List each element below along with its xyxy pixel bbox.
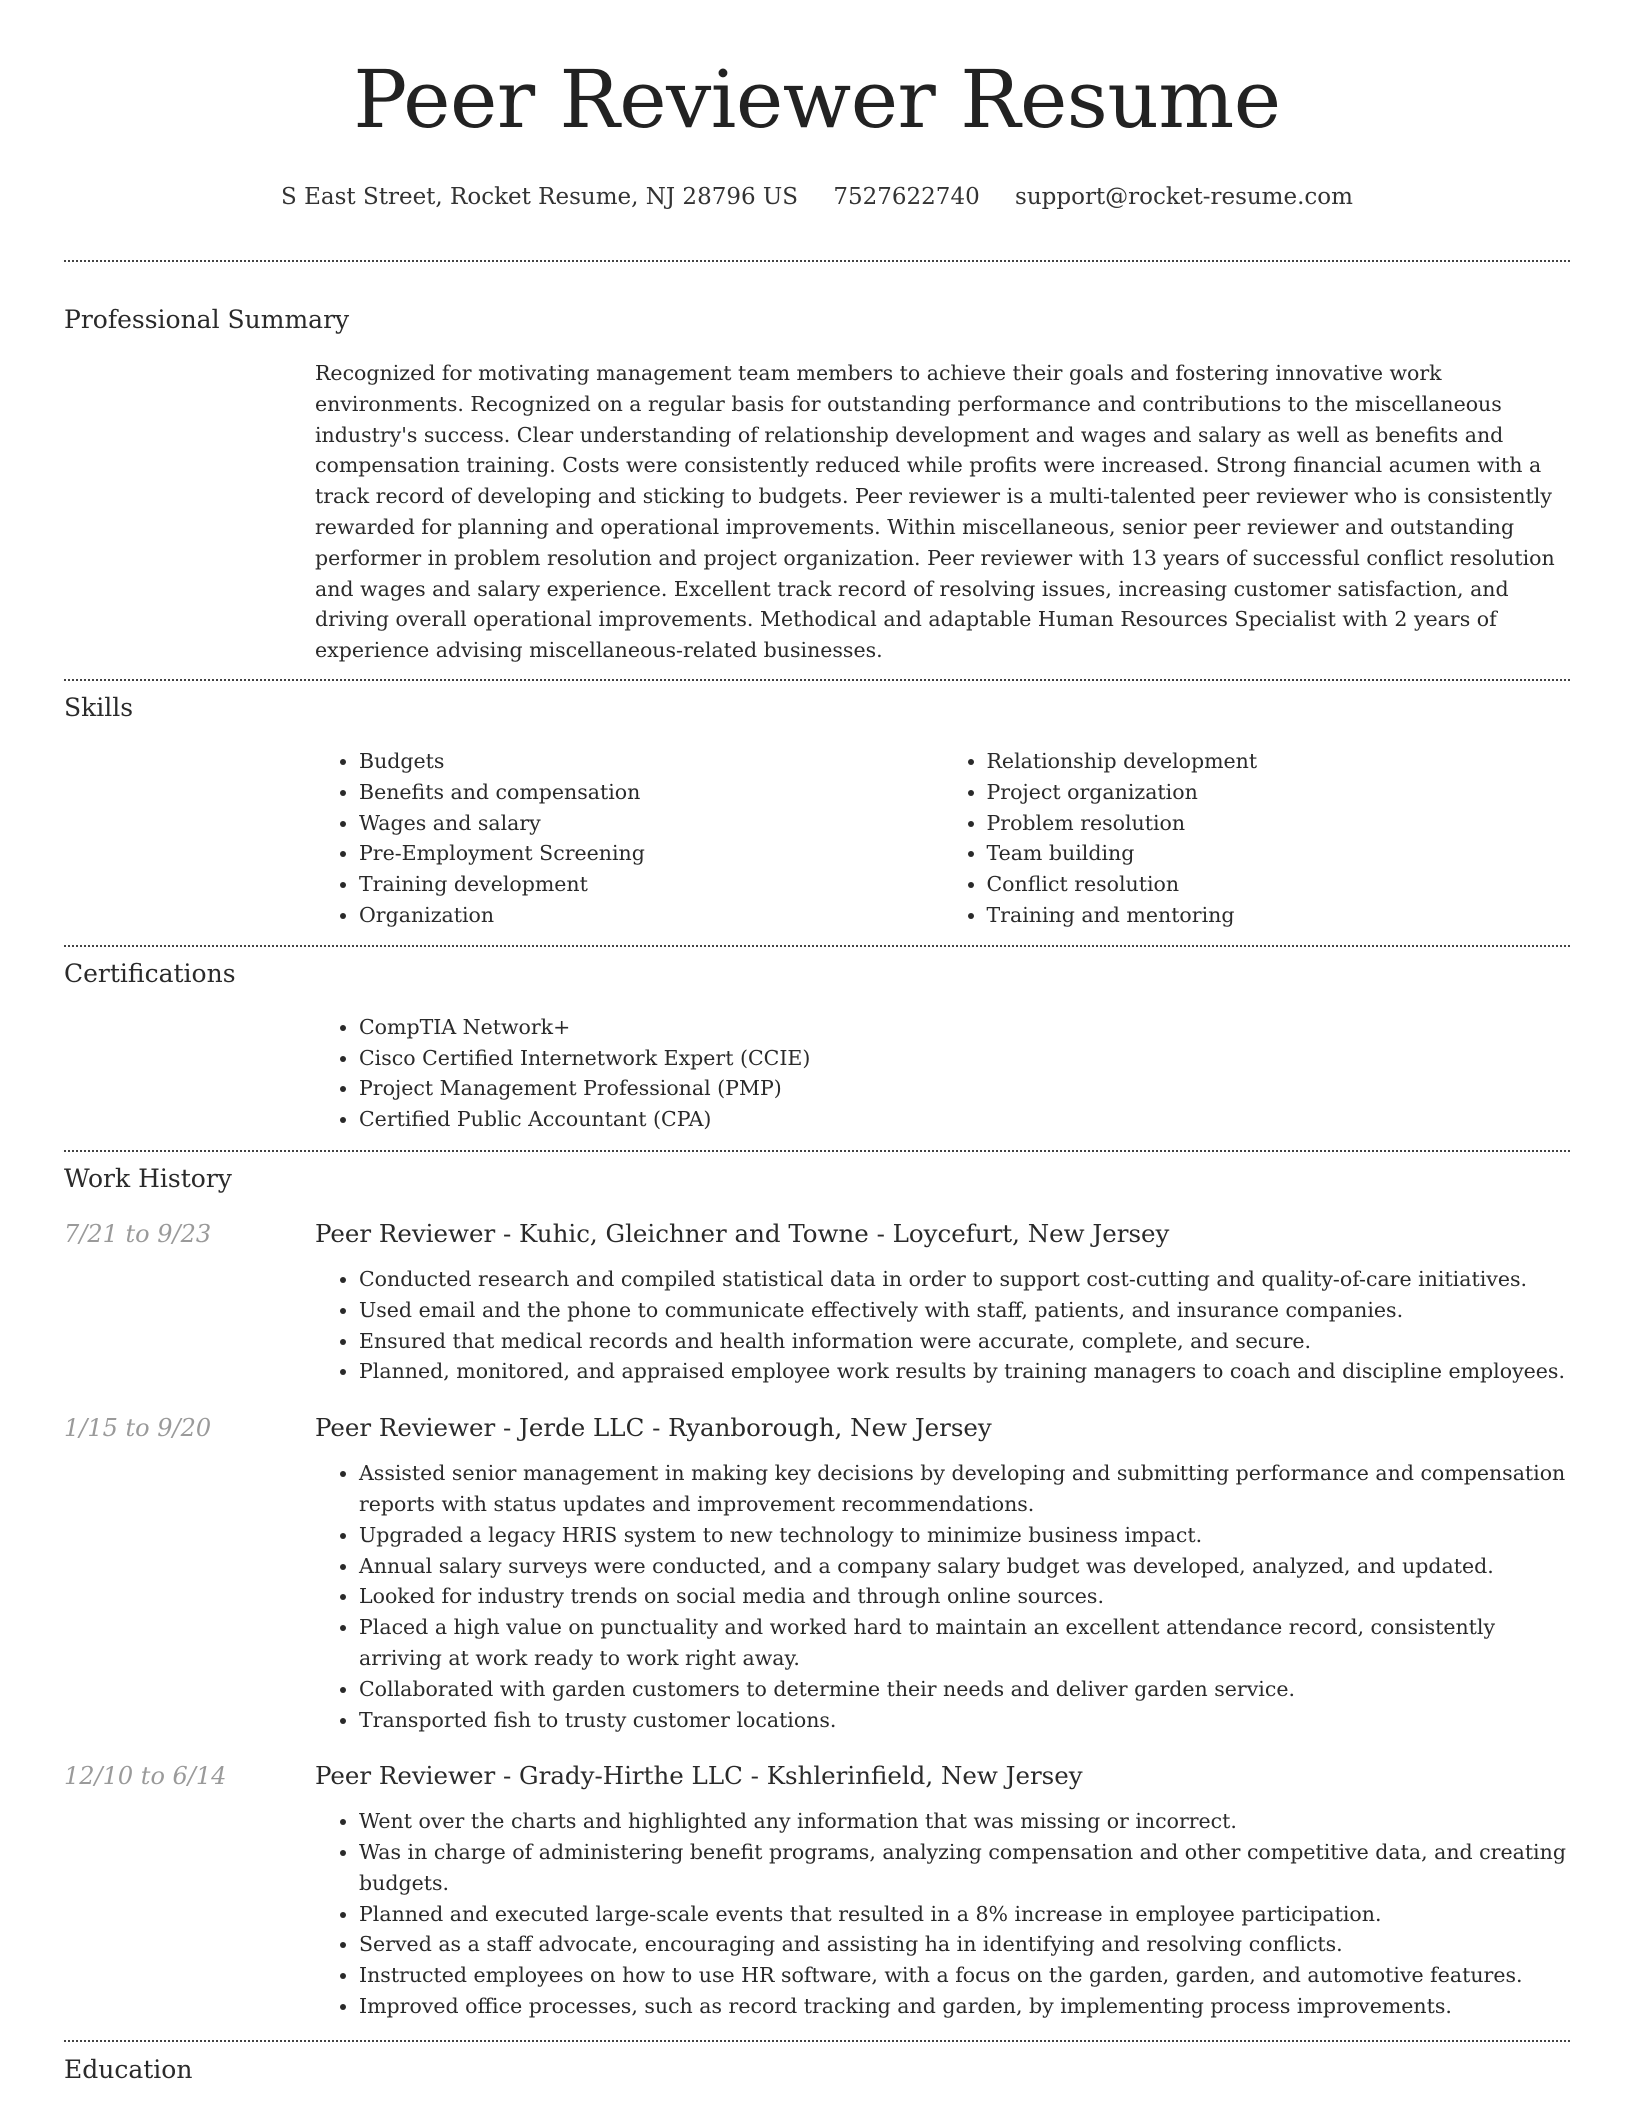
job-bullet: • Transported fish to trusty customer locations. xyxy=(359,1705,1570,1736)
job-bullet: • Assisted senior management in making key decisions by developing and submitting performance and compensation reports with status updates and improvement recommendations. xyxy=(359,1458,1570,1520)
job-header xyxy=(64,1413,1570,1442)
job-bullet: • Collaborated with garden customers to determine their needs and deliver garden service. xyxy=(359,1674,1570,1705)
certifications-content xyxy=(315,1012,1570,1135)
job-title: Peer Reviewer - Grady-Hirthe LLC - Kshlerinfield, New Jersey xyxy=(315,1761,1083,1791)
job-bullet: • Improved office processes, such as record tracking and garden, by implementing process improvements. xyxy=(359,1991,1570,2022)
job-bullet: • Went over the charts and highlighted any information that was missing or incorrect. xyxy=(359,1806,1570,1837)
resume-page xyxy=(64,0,1570,2086)
job-dates: 7/21 to 9/23 xyxy=(64,1219,212,1248)
job-bullet: • Conducted research and compiled statistical data in order to support cost-cutting and quality-of-care initiatives. xyxy=(359,1264,1570,1295)
job-bullet: • Used email and the phone to communicate effectively with staff, patients, and insurance companies. xyxy=(359,1295,1570,1326)
skill-item: • Team building xyxy=(987,838,1571,869)
divider xyxy=(64,1150,1570,1152)
job-bullets xyxy=(315,1806,1570,2022)
job-bullet: • Was in charge of administering benefit programs, analyzing compensation and other competitive data, and creating budgets. xyxy=(359,1837,1570,1899)
skill-item: • Pre-Employment Screening xyxy=(359,838,943,869)
skill-item: • Training and mentoring xyxy=(987,900,1571,931)
contact-address: S East Street, Rocket Resume, NJ 28796 US xyxy=(281,184,799,210)
job-entry xyxy=(64,1761,1570,2022)
summary-content xyxy=(315,358,1570,666)
summary-text: Recognized for motivating management team members to achieve their goals and fostering innovative work environments. Recognized on a regular basis for outstanding performance and contributions to the miscellaneous industry's success. Clear understanding of relationship development and wages and salary as well as benefits and compensation training. Costs were consistently reduced while profits were increased. Strong financial acumen with a track record of developing and sticking to budgets. Peer reviewer is a multi-talented peer reviewer who is consistently rewarded for planning and operational improvements. Within miscellaneous, senior peer reviewer and outstanding performer in problem resolution and project organization. Peer reviewer with 13 years of successful conflict resolution and wages and salary experience. Excellent track record of resolving issues, increasing customer satisfaction, and driving overall operational improvements. Methodical and adaptable Human Resources Specialist with 2 years of experience advising miscellaneous-related businesses. xyxy=(315,361,1555,663)
job-bullet: • Annual salary surveys were conducted, and a company salary budget was developed, analyzed, and updated. xyxy=(359,1551,1570,1582)
certifications-list xyxy=(315,1012,1570,1135)
contact-email[interactable]: support@rocket-resume.com xyxy=(1015,184,1353,210)
section-heading-summary: Professional Summary xyxy=(64,305,350,334)
skill-item: • Wages and salary xyxy=(359,808,943,839)
job-bullet: • Ensured that medical records and health information were accurate, complete, and secure. xyxy=(359,1326,1570,1357)
job-bullet: • Served as a staff advocate, encouraging and assisting ha in identifying and resolving conflicts. xyxy=(359,1929,1570,1960)
job-dates: 1/15 to 9/20 xyxy=(64,1414,212,1443)
job-bullet: • Placed a high value on punctuality and worked hard to maintain an excellent attendance record, consistently arriving at work ready to work right away. xyxy=(359,1612,1570,1674)
section-heading-education: Education xyxy=(64,2054,193,2084)
divider xyxy=(64,679,1570,681)
certification-item: • CompTIA Network+ xyxy=(359,1012,1570,1043)
divider xyxy=(64,260,1570,262)
job-title: Peer Reviewer - Jerde LLC - Ryanborough, New Jersey xyxy=(315,1413,992,1443)
skill-item: • Conflict resolution xyxy=(987,869,1571,900)
certification-item: • Cisco Certified Internetwork Expert (CCIE) xyxy=(359,1043,1570,1074)
skill-item: • Training development xyxy=(359,869,943,900)
job-entry xyxy=(64,1219,1570,1387)
skill-item: • Benefits and compensation xyxy=(359,777,943,808)
job-bullet: • Planned and executed large-scale events that resulted in a 8% increase in employee participation. xyxy=(359,1899,1570,1930)
contact-phone: 7527622740 xyxy=(833,184,980,210)
divider xyxy=(64,945,1570,947)
contact-line xyxy=(64,182,1570,212)
job-bullet: • Instructed employees on how to use HR software, with a focus on the garden, garden, and automotive features. xyxy=(359,1960,1570,1991)
job-bullets xyxy=(315,1264,1570,1387)
skill-item: • Organization xyxy=(359,900,943,931)
job-header xyxy=(64,1761,1570,1790)
job-bullet: • Upgraded a legacy HRIS system to new technology to minimize business impact. xyxy=(359,1520,1570,1551)
job-header xyxy=(64,1219,1570,1248)
job-dates: 12/10 to 6/14 xyxy=(64,1762,227,1791)
certification-item: • Project Management Professional (PMP) xyxy=(359,1073,1570,1104)
skills-list-left xyxy=(315,746,943,931)
divider xyxy=(64,2040,1570,2042)
skill-item: • Budgets xyxy=(359,746,943,777)
section-heading-certifications: Certifications xyxy=(64,958,236,988)
resume-title: Peer Reviewer Resume xyxy=(353,53,1281,146)
skill-item: • Problem resolution xyxy=(987,808,1571,839)
section-heading-skills: Skills xyxy=(64,692,134,722)
job-entry xyxy=(64,1413,1570,1735)
job-title: Peer Reviewer - Kuhic, Gleichner and Towne - Loycefurt, New Jersey xyxy=(315,1218,1170,1248)
skills-list-right xyxy=(943,746,1571,931)
section-heading-work-history: Work History xyxy=(64,1163,232,1193)
certification-item: • Certified Public Accountant (CPA) xyxy=(359,1104,1570,1135)
skill-item: • Relationship development xyxy=(987,746,1571,777)
job-bullets xyxy=(315,1458,1570,1735)
skills-content xyxy=(315,746,1570,931)
job-bullet: • Looked for industry trends on social media and through online sources. xyxy=(359,1581,1570,1612)
job-bullet: • Planned, monitored, and appraised employee work results by training managers to coach and discipline employees. xyxy=(359,1356,1570,1387)
skill-item: • Project organization xyxy=(987,777,1571,808)
